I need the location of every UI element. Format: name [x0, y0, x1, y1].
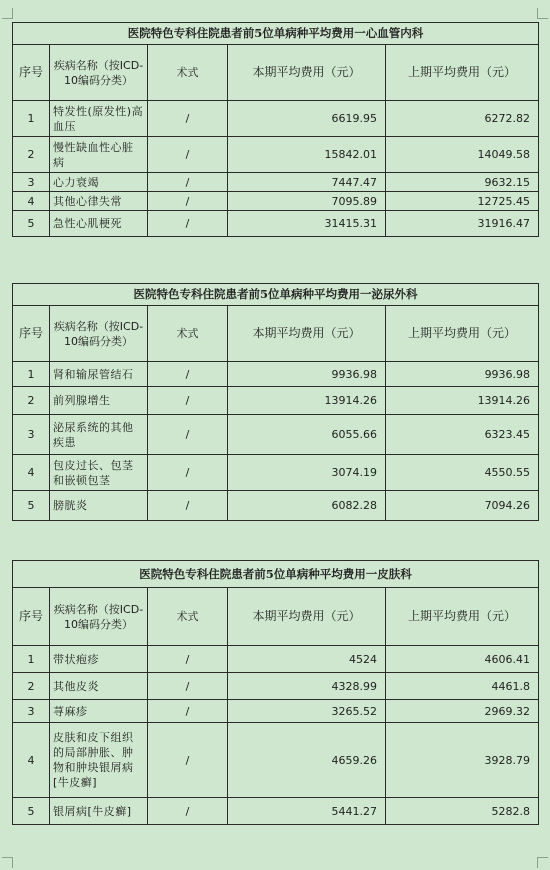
cell-method: / — [148, 491, 228, 521]
header-seq: 序号 — [13, 306, 50, 362]
cell-disease: 其他皮炎 — [50, 673, 148, 700]
cell-seq: 1 — [13, 362, 50, 387]
header-disease: 疾病名称（按ICD-10编码分类） — [50, 588, 148, 646]
cell-method: / — [148, 646, 228, 673]
cell-seq: 1 — [13, 646, 50, 673]
header-current-fee: 本期平均费用（元） — [228, 45, 386, 101]
cell-disease: 包皮过长、包茎和嵌顿包茎 — [50, 455, 148, 491]
fee-table-cardiology — [12, 22, 539, 237]
cell-seq: 5 — [13, 491, 50, 521]
cell-previous-fee: 14049.58 — [386, 137, 539, 173]
header-current-fee: 本期平均费用（元） — [228, 306, 386, 362]
cell-disease: 泌尿系统的其他疾患 — [50, 415, 148, 455]
cell-disease: 慢性缺血性心脏病 — [50, 137, 148, 173]
cell-disease: 荨麻疹 — [50, 700, 148, 723]
page-corner-mark — [537, 8, 548, 19]
header-previous-fee: 上期平均费用（元） — [386, 306, 539, 362]
cell-method: / — [148, 455, 228, 491]
table-row — [13, 646, 539, 673]
cell-previous-fee: 4461.8 — [386, 673, 539, 700]
cell-disease: 前列腺增生 — [50, 387, 148, 415]
cell-disease: 心力衰竭 — [50, 173, 148, 192]
cell-seq: 2 — [13, 387, 50, 415]
cell-previous-fee: 3928.79 — [386, 723, 539, 798]
cell-disease: 急性心肌梗死 — [50, 211, 148, 237]
cell-seq: 4 — [13, 192, 50, 211]
table-row — [13, 491, 539, 521]
cell-previous-fee: 31916.47 — [386, 211, 539, 237]
header-method: 术式 — [148, 588, 228, 646]
cell-method: / — [148, 192, 228, 211]
cell-previous-fee: 13914.26 — [386, 387, 539, 415]
cell-previous-fee: 12725.45 — [386, 192, 539, 211]
cell-disease: 膀胱炎 — [50, 491, 148, 521]
cell-method: / — [148, 211, 228, 237]
cell-seq: 5 — [13, 211, 50, 237]
cell-previous-fee: 4606.41 — [386, 646, 539, 673]
header-method: 术式 — [148, 306, 228, 362]
cell-seq: 3 — [13, 700, 50, 723]
cell-previous-fee: 7094.26 — [386, 491, 539, 521]
cell-method: / — [148, 673, 228, 700]
cell-current-fee: 9936.98 — [228, 362, 386, 387]
cell-seq: 4 — [13, 455, 50, 491]
page-corner-mark — [2, 8, 13, 19]
cell-previous-fee: 6272.82 — [386, 101, 539, 137]
table-row — [13, 362, 539, 387]
table-title: 医院特色专科住院患者前5位单病种平均费用一泌尿外科 — [13, 284, 539, 306]
table-row — [13, 101, 539, 137]
cell-current-fee: 6619.95 — [228, 101, 386, 137]
cell-seq: 1 — [13, 101, 50, 137]
cell-disease: 肾和输尿管结石 — [50, 362, 148, 387]
cell-disease: 银屑病[牛皮癣] — [50, 798, 148, 825]
fee-table-urology — [12, 283, 539, 521]
cell-method: / — [148, 137, 228, 173]
header-seq: 序号 — [13, 588, 50, 646]
table-row — [13, 387, 539, 415]
cell-method: / — [148, 101, 228, 137]
header-seq: 序号 — [13, 45, 50, 101]
cell-previous-fee: 2969.32 — [386, 700, 539, 723]
cell-disease: 特发性(原发性)高血压 — [50, 101, 148, 137]
cell-current-fee: 7447.47 — [228, 173, 386, 192]
cell-current-fee: 13914.26 — [228, 387, 386, 415]
table-title: 医院特色专科住院患者前5位单病种平均费用一心血管内科 — [13, 23, 539, 45]
header-method: 术式 — [148, 45, 228, 101]
cell-seq: 2 — [13, 673, 50, 700]
cell-current-fee: 31415.31 — [228, 211, 386, 237]
header-current-fee: 本期平均费用（元） — [228, 588, 386, 646]
cell-current-fee: 3265.52 — [228, 700, 386, 723]
cell-seq: 5 — [13, 798, 50, 825]
cell-disease: 皮肤和皮下组织的局部肿胀、肿物和肿块银屑病[牛皮癣] — [50, 723, 148, 798]
cell-seq: 2 — [13, 137, 50, 173]
cell-method: / — [148, 798, 228, 825]
cell-seq: 3 — [13, 415, 50, 455]
table-row — [13, 455, 539, 491]
cell-seq: 3 — [13, 173, 50, 192]
fee-table-dermatology — [12, 560, 539, 825]
page-corner-mark — [2, 857, 13, 868]
table-row — [13, 673, 539, 700]
cell-previous-fee: 9632.15 — [386, 173, 539, 192]
header-disease: 疾病名称（按ICD-10编码分类） — [50, 45, 148, 101]
cell-seq: 4 — [13, 723, 50, 798]
cell-method: / — [148, 415, 228, 455]
cell-method: / — [148, 362, 228, 387]
cell-current-fee: 4328.99 — [228, 673, 386, 700]
table-row — [13, 211, 539, 237]
cell-previous-fee: 6323.45 — [386, 415, 539, 455]
cell-disease: 其他心律失常 — [50, 192, 148, 211]
cell-previous-fee: 9936.98 — [386, 362, 539, 387]
cell-method: / — [148, 723, 228, 798]
cell-current-fee: 5441.27 — [228, 798, 386, 825]
table-row — [13, 137, 539, 173]
cell-method: / — [148, 387, 228, 415]
page-corner-mark — [537, 857, 548, 868]
table-row — [13, 700, 539, 723]
header-previous-fee: 上期平均费用（元） — [386, 588, 539, 646]
cell-current-fee: 4659.26 — [228, 723, 386, 798]
cell-previous-fee: 5282.8 — [386, 798, 539, 825]
cell-method: / — [148, 173, 228, 192]
cell-method: / — [148, 700, 228, 723]
cell-disease: 带状疱疹 — [50, 646, 148, 673]
table-row — [13, 723, 539, 798]
table-row — [13, 798, 539, 825]
header-disease: 疾病名称（按ICD-10编码分类） — [50, 306, 148, 362]
header-previous-fee: 上期平均费用（元） — [386, 45, 539, 101]
cell-current-fee: 3074.19 — [228, 455, 386, 491]
table-row — [13, 173, 539, 192]
cell-current-fee: 6055.66 — [228, 415, 386, 455]
cell-current-fee: 15842.01 — [228, 137, 386, 173]
table-row — [13, 415, 539, 455]
cell-current-fee: 4524 — [228, 646, 386, 673]
cell-current-fee: 6082.28 — [228, 491, 386, 521]
cell-previous-fee: 4550.55 — [386, 455, 539, 491]
table-row — [13, 192, 539, 211]
table-title: 医院特色专科住院患者前5位单病种平均费用一皮肤科 — [13, 561, 539, 588]
cell-current-fee: 7095.89 — [228, 192, 386, 211]
